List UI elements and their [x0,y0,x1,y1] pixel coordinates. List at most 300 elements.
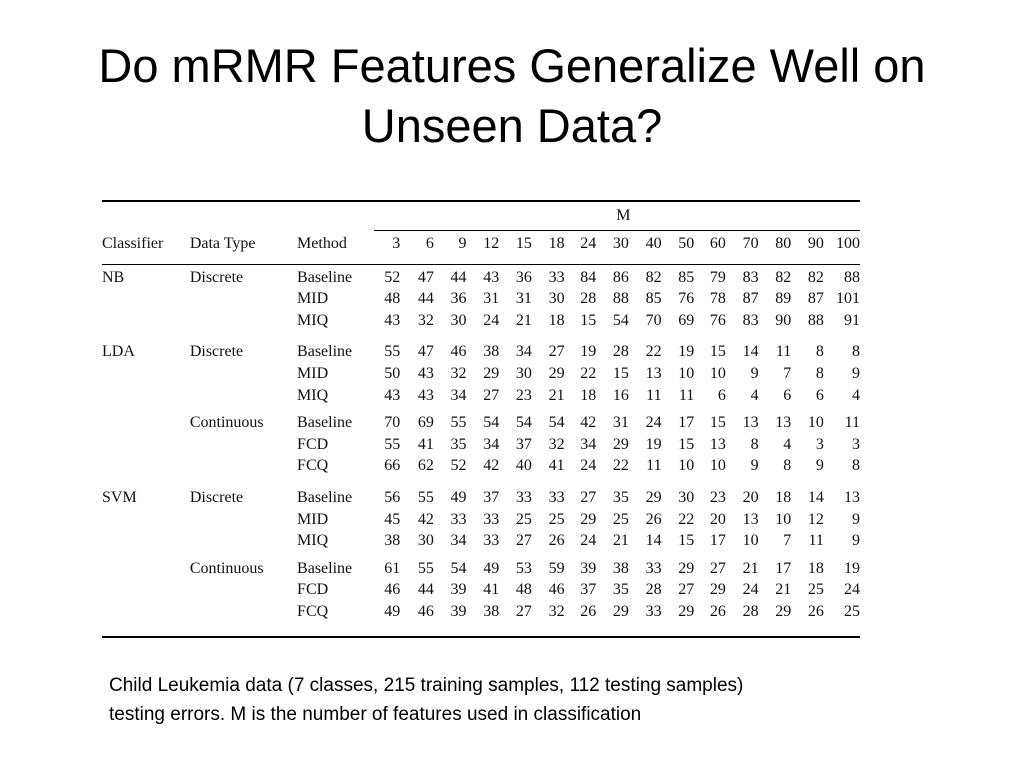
method-cell: Baseline [297,559,353,577]
error-value-cell: 61 [384,559,401,577]
error-value-cell: 13 [742,510,759,528]
data-type-cell [190,310,297,332]
error-value-cell: 33 [483,532,500,550]
error-value-cell: 26 [645,510,662,528]
error-value-cell: 37 [580,581,597,599]
error-value-cell: 25 [612,510,629,528]
error-value-cell: 54 [515,414,532,432]
m-group-header: M [616,207,631,224]
data-type-cell: Discrete [189,488,244,506]
error-value-cell: 55 [384,343,401,361]
classifier-cell [102,601,190,623]
data-type-cell: Discrete [189,343,244,361]
error-value-cell: 35 [450,435,467,453]
error-value-cell: 36 [450,290,467,308]
error-value-cell: 26 [807,602,824,620]
error-value-cell: 49 [384,602,401,620]
error-value-cell: 27 [515,532,532,550]
error-value-cell: 24 [844,581,860,599]
m-value-header: 6 [425,234,434,252]
error-value-cell: 48 [384,290,401,308]
error-value-cell: 34 [450,532,467,550]
error-value-cell: 23 [515,386,532,404]
error-value-cell: 88 [612,290,629,308]
error-value-cell: 24 [580,532,597,550]
error-value-cell: 41 [548,457,565,475]
error-value-cell: 24 [580,457,597,475]
error-value-cell: 76 [678,290,695,308]
error-value-cell: 76 [709,311,726,329]
error-value-cell: 27 [483,386,500,404]
error-value-cell: 33 [515,488,532,506]
error-value-cell: 9 [852,510,860,528]
error-value-cell: 31 [612,414,629,432]
table-row [102,455,860,477]
method-cell: FCD [297,581,329,599]
error-value-cell: 14 [807,488,824,506]
error-value-cell: 29 [645,488,662,506]
error-value-cell: 4 [783,435,792,453]
error-value-cell: 25 [548,510,565,528]
error-value-cell: 8 [783,457,792,475]
error-value-cell: 15 [709,343,726,361]
error-value-cell: 44 [417,581,434,599]
error-value-cell: 29 [775,602,792,620]
classifier-cell: SVM [102,488,137,506]
table-row [102,558,860,580]
error-value-cell: 46 [384,581,401,599]
error-value-cell: 6 [815,386,824,404]
error-value-cell: 52 [450,457,467,475]
error-value-cell: 46 [548,581,565,599]
error-value-cell: 101 [836,290,860,308]
error-value-cell: 42 [483,457,500,475]
error-value-cell: 27 [548,343,565,361]
error-value-cell: 21 [612,532,629,550]
error-value-cell: 34 [580,435,597,453]
error-value-cell: 6 [783,386,792,404]
error-value-cell: 62 [417,457,434,475]
error-value-cell: 22 [645,343,662,361]
error-value-cell: 11 [646,457,662,475]
error-value-cell: 35 [612,488,629,506]
error-value-cell: 34 [483,435,500,453]
error-value-cell: 10 [709,364,726,382]
error-value-cell: 11 [844,414,860,432]
error-value-cell: 10 [775,510,792,528]
error-value-cell: 33 [645,602,662,620]
classifier-cell [102,288,190,310]
classifier-cell [102,310,190,332]
error-value-cell: 15 [580,311,597,329]
error-value-cell: 44 [450,268,467,286]
error-value-cell: 50 [384,364,401,382]
error-value-cell: 28 [580,290,597,308]
classifier-cell [102,558,190,580]
error-value-cell: 30 [417,532,434,550]
table-row [102,341,860,363]
error-value-cell: 33 [548,488,565,506]
error-value-cell: 54 [483,414,500,432]
method-cell: MID [297,364,329,382]
error-value-cell: 85 [645,290,662,308]
m-value-header: 90 [807,234,824,252]
m-value-header: 9 [458,234,467,252]
error-value-cell: 52 [384,268,401,286]
classifier-cell [102,385,190,407]
error-value-cell: 16 [612,386,629,404]
error-value-cell: 42 [580,414,597,432]
error-value-cell: 45 [384,510,401,528]
error-value-cell: 36 [515,268,532,286]
error-value-cell: 15 [678,435,695,453]
error-value-cell: 39 [580,559,597,577]
error-value-cell: 27 [678,581,695,599]
error-value-cell: 4 [852,386,860,404]
error-value-cell: 22 [678,510,695,528]
error-value-cell: 8 [852,343,860,361]
data-type-header: Data Type [189,234,256,252]
error-value-cell: 47 [417,268,434,286]
slide-title-line-1: Do mRMR Features Generalize Well on [98,39,926,92]
error-value-cell: 8 [750,435,759,453]
error-value-cell: 43 [417,386,434,404]
method-cell: FCD [297,435,329,453]
error-value-cell: 41 [483,581,500,599]
error-value-cell: 26 [709,602,726,620]
error-value-cell: 27 [515,602,532,620]
data-type-cell [190,455,297,477]
classifier-cell [102,579,190,601]
error-value-cell: 66 [384,457,401,475]
classifier-cell [102,530,190,552]
error-value-cell: 87 [742,290,759,308]
slide-caption [109,671,949,729]
error-value-cell: 56 [384,488,401,506]
error-value-cell: 70 [645,311,662,329]
error-value-cell: 18 [548,311,565,329]
error-value-cell: 30 [515,364,532,382]
error-value-cell: 28 [645,581,662,599]
m-value-header: 12 [483,234,500,252]
error-value-cell: 54 [612,311,629,329]
m-value-header: 30 [612,234,629,252]
error-value-cell: 39 [450,602,467,620]
error-value-cell: 48 [515,581,532,599]
error-value-cell: 91 [844,311,860,329]
method-cell: MIQ [297,532,329,550]
error-value-cell: 37 [483,488,500,506]
error-value-cell: 83 [742,311,759,329]
table-row [102,434,860,456]
error-value-cell: 9 [750,364,759,382]
error-value-cell: 29 [483,364,500,382]
error-value-cell: 43 [417,364,434,382]
slide-title-line-2: Unseen Data? [361,99,663,152]
classifier-header: Classifier [102,234,164,252]
error-value-cell: 29 [548,364,565,382]
error-value-cell: 15 [709,414,726,432]
error-value-cell: 69 [417,414,434,432]
m-value-header: 100 [836,234,860,252]
error-value-cell: 26 [580,602,597,620]
error-value-cell: 19 [844,559,860,577]
m-value-header: 3 [392,234,401,252]
method-cell: MIQ [297,311,329,329]
error-value-cell: 26 [548,532,565,550]
error-value-cell: 21 [742,559,759,577]
error-value-cell: 89 [775,290,792,308]
error-value-cell: 30 [548,290,565,308]
error-value-cell: 43 [483,268,500,286]
error-value-cell: 9 [750,457,759,475]
error-value-cell: 25 [807,581,824,599]
error-value-cell: 15 [678,532,695,550]
error-value-cell: 3 [815,435,824,453]
m-value-header: 50 [678,234,695,252]
m-value-header: 60 [709,234,726,252]
m-value-header: 15 [515,234,532,252]
error-value-cell: 54 [548,414,565,432]
error-value-cell: 32 [417,311,434,329]
error-value-cell: 30 [678,488,695,506]
m-value-header: 80 [775,234,792,252]
error-value-cell: 12 [807,510,824,528]
method-cell: Baseline [297,268,353,286]
error-value-cell: 39 [450,581,467,599]
error-value-cell: 19 [580,343,597,361]
results-table [102,205,860,623]
table-row [102,310,860,332]
error-value-cell: 55 [417,559,434,577]
error-value-cell: 69 [678,311,695,329]
error-value-cell: 43 [384,386,401,404]
error-value-cell: 29 [612,435,629,453]
error-value-cell: 10 [807,414,824,432]
error-value-cell: 82 [645,268,662,286]
classifier-cell: NB [102,268,125,286]
error-value-cell: 10 [678,364,695,382]
error-value-cell: 37 [515,435,532,453]
error-value-cell: 10 [678,457,695,475]
error-value-cell: 10 [709,457,726,475]
m-value-header: 18 [548,234,565,252]
error-value-cell: 27 [580,488,597,506]
data-type-cell: Discrete [189,268,244,286]
data-type-cell [190,363,297,385]
error-value-cell: 33 [645,559,662,577]
data-type-cell [190,434,297,456]
error-value-cell: 14 [742,343,759,361]
error-value-cell: 17 [678,414,695,432]
error-value-cell: 54 [450,559,467,577]
error-value-cell: 85 [678,268,695,286]
method-cell: Baseline [297,488,353,506]
error-value-cell: 13 [844,488,860,506]
error-value-cell: 38 [483,343,500,361]
error-value-cell: 46 [417,602,434,620]
error-value-cell: 31 [515,290,532,308]
method-cell: MIQ [297,386,329,404]
error-value-cell: 43 [384,311,401,329]
classifier-cell [102,363,190,385]
classifier-cell [102,455,190,477]
m-value-header: 70 [742,234,759,252]
error-value-cell: 29 [580,510,597,528]
error-value-cell: 9 [815,457,824,475]
method-cell: FCQ [297,457,329,475]
error-value-cell: 23 [709,488,726,506]
data-type-cell [190,579,297,601]
error-value-cell: 55 [450,414,467,432]
table-row [102,385,860,407]
column-header-row [102,227,860,261]
error-value-cell: 84 [580,268,597,286]
data-type-cell [190,601,297,623]
error-value-cell: 42 [417,510,434,528]
error-value-cell: 82 [775,268,792,286]
error-value-cell: 32 [548,602,565,620]
error-value-cell: 18 [775,488,792,506]
method-cell: Baseline [297,343,353,361]
error-value-cell: 29 [678,602,695,620]
error-value-cell: 22 [580,364,597,382]
error-value-cell: 34 [515,343,532,361]
m-value-header: 40 [645,234,662,252]
error-value-cell: 17 [709,532,726,550]
method-cell: Baseline [297,414,353,432]
error-value-cell: 13 [742,414,759,432]
error-value-cell: 20 [742,488,759,506]
error-value-cell: 11 [678,386,695,404]
table-row [102,530,860,552]
error-value-cell: 47 [417,343,434,361]
error-value-cell: 11 [646,386,662,404]
error-value-cell: 87 [807,290,824,308]
error-value-cell: 18 [807,559,824,577]
results-table-body [102,261,860,623]
table-row [102,579,860,601]
error-value-cell: 83 [742,268,759,286]
error-value-cell: 9 [852,532,860,550]
error-value-cell: 7 [783,532,792,550]
error-value-cell: 17 [775,559,792,577]
error-value-cell: 24 [483,311,500,329]
error-value-cell: 33 [483,510,500,528]
error-value-cell: 29 [678,559,695,577]
error-value-cell: 13 [775,414,792,432]
error-value-cell: 13 [645,364,662,382]
table-row [102,412,860,434]
error-value-cell: 55 [417,488,434,506]
caption-line-1: Child Leukemia data (7 classes, 215 training samples, 112 testing samples) [109,675,744,696]
error-value-cell: 9 [852,364,860,382]
error-value-cell: 59 [548,559,565,577]
error-value-cell: 88 [807,311,824,329]
error-value-cell: 38 [483,602,500,620]
m-group-header-row [102,205,860,227]
error-value-cell: 46 [450,343,467,361]
classifier-cell [102,509,190,531]
table-row [102,288,860,310]
error-value-cell: 28 [742,602,759,620]
group-spacer-row [102,331,860,341]
error-value-cell: 78 [709,290,726,308]
error-value-cell: 14 [645,532,662,550]
error-value-cell: 49 [483,559,500,577]
caption-line-2: testing errors. M is the number of features used in classification [109,704,642,725]
table-row [102,509,860,531]
table-row [102,363,860,385]
error-value-cell: 25 [515,510,532,528]
error-value-cell: 20 [709,510,726,528]
error-value-cell: 90 [775,311,792,329]
method-cell: MID [297,290,329,308]
error-value-cell: 38 [384,532,401,550]
error-value-cell: 79 [709,268,726,286]
error-value-cell: 13 [709,435,726,453]
classifier-cell [102,412,190,434]
error-value-cell: 7 [783,364,792,382]
table-top-rule [102,200,860,202]
error-value-cell: 70 [384,414,401,432]
error-value-cell: 44 [417,290,434,308]
classifier-cell [102,434,190,456]
error-value-cell: 21 [775,581,792,599]
m-value-header: 24 [580,234,597,252]
error-value-cell: 8 [852,457,860,475]
error-value-cell: 34 [450,386,467,404]
error-value-cell: 24 [742,581,759,599]
method-cell: FCQ [297,602,329,620]
error-value-cell: 35 [612,581,629,599]
error-value-cell: 4 [750,386,759,404]
error-value-cell: 33 [548,268,565,286]
table-row [102,601,860,623]
error-value-cell: 86 [612,268,629,286]
error-value-cell: 53 [515,559,532,577]
error-value-cell: 21 [548,386,565,404]
data-type-cell: Continuous [189,559,264,577]
table-row [102,487,860,509]
error-value-cell: 49 [450,488,467,506]
error-value-cell: 18 [580,386,597,404]
error-value-cell: 32 [450,364,467,382]
error-value-cell: 41 [417,435,434,453]
table-bottom-rule [102,636,860,638]
error-value-cell: 11 [775,343,792,361]
data-type-cell [190,288,297,310]
data-type-cell [190,530,297,552]
error-value-cell: 15 [612,364,629,382]
error-value-cell: 19 [678,343,695,361]
data-type-cell: Continuous [189,414,264,432]
error-value-cell: 30 [450,311,467,329]
error-value-cell: 38 [612,559,629,577]
error-value-cell: 28 [612,343,629,361]
slide-title [40,36,984,156]
error-value-cell: 88 [844,268,860,286]
error-value-cell: 82 [807,268,824,286]
error-value-cell: 31 [483,290,500,308]
method-cell: MID [297,510,329,528]
classifier-cell: LDA [102,343,135,361]
error-value-cell: 24 [645,414,662,432]
error-value-cell: 8 [815,343,824,361]
error-value-cell: 19 [645,435,662,453]
table-row [102,267,860,289]
error-value-cell: 21 [515,311,532,329]
